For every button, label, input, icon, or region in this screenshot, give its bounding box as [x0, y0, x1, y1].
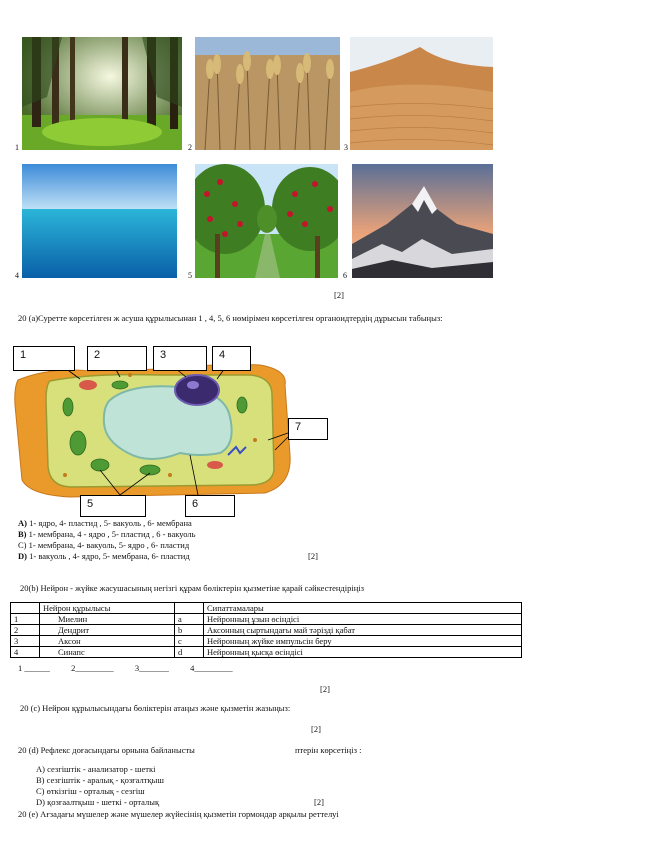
- photo-number: 6: [343, 271, 347, 280]
- question-20b: 20(b) Нейрон - жүйке жасушасының негізгі құрам бөліктерін қызметіне қарай сәйкестендіріңіз: [20, 583, 365, 593]
- photo-desert: [350, 37, 493, 150]
- photo-forest: [22, 37, 182, 150]
- table-row: [11, 636, 522, 647]
- option-text: 1- мембрана, 4- вакуоль, 5- ядро , 6- пластид: [26, 540, 190, 550]
- table-cell: Нейронның қысқа өсіндісі: [204, 647, 522, 658]
- table-cell: 1: [11, 614, 40, 625]
- cell-label-6: 6: [185, 495, 235, 517]
- mountain-image: [352, 164, 493, 278]
- table-cell: 4: [11, 647, 40, 658]
- option-letter: B): [18, 529, 27, 539]
- table-header-desc: Сипаттамалары: [204, 603, 522, 614]
- table-header-row: [11, 603, 522, 614]
- answer-blanks[interactable]: 1 ______ 2_________ 3_______ 4_________: [18, 663, 233, 673]
- table-cell: Миелин: [40, 614, 175, 625]
- option-d[interactable]: [18, 551, 190, 561]
- forest-image: [22, 37, 182, 150]
- photo-number: 2: [188, 143, 192, 152]
- photo-wheat: [195, 37, 340, 150]
- photo-number: 4: [15, 271, 19, 280]
- option-a[interactable]: [18, 518, 192, 528]
- option-b[interactable]: B) сезгіштік - аралық - қозғалтқыш: [36, 775, 164, 785]
- photo-number: 1: [15, 143, 19, 152]
- mark-score: [2]: [311, 724, 321, 734]
- mark-score: [2]: [320, 684, 330, 694]
- option-c[interactable]: [18, 540, 189, 550]
- wheat-image: [195, 37, 340, 150]
- table-cell: b: [175, 625, 204, 636]
- option-text: 1- мембрана, 4 - ядро , 5- пластид , 6 - вакуоль: [26, 529, 196, 539]
- option-text: 1- вакуоль , 4- ядро, 5- мембрана, 6- пластид: [26, 551, 190, 561]
- mark-score: [2]: [334, 290, 344, 300]
- mark-score: [2]: [314, 797, 324, 807]
- question-20c: 20 (с) Нейрон құрылысындағы бөліктерін атаңыз және қызметін жазыңыз:: [20, 703, 291, 713]
- question-20d-part1: 20 (d) Рефлекс доғасындағы орнына байланысты: [18, 745, 195, 755]
- option-c[interactable]: C) өткізгіш - орталық - сезгіш: [36, 786, 145, 796]
- option-b[interactable]: [18, 529, 196, 539]
- table-header-part: Нейрон құрылысы: [40, 603, 175, 614]
- cell-label-4: 4: [212, 346, 251, 371]
- neuron-table: [10, 602, 522, 658]
- question-20e: 20 (е) Ағзадағы мүшелер және мүшелер жүйесінің қызметін гормондар арқылы реттелуі: [18, 809, 339, 819]
- table-cell: c: [175, 636, 204, 647]
- option-letter: A): [18, 518, 27, 528]
- question-20a: 20 (а)Суретте көрсетілген ж асуша құрылысынан 1 , 4, 5, 6 нөмірімен көрсетілген органоидтердің дұрысын табыңыз:: [18, 313, 443, 323]
- cell-label-3: 3: [153, 346, 207, 371]
- table-row: [11, 614, 522, 625]
- cell-label-2: 2: [87, 346, 147, 371]
- photo-number: 5: [188, 271, 192, 280]
- option-text: 1- ядро, 4- пластид , 5- вакуоль , 6- мембрана: [26, 518, 192, 528]
- option-letter: D): [18, 551, 27, 561]
- photo-sea: [22, 164, 177, 278]
- table-cell: Синапс: [40, 647, 175, 658]
- table-row: [11, 647, 522, 658]
- mark-score: [2]: [308, 551, 318, 561]
- table-cell: [175, 603, 204, 614]
- question-20d-part2: птерін көрсетіңіз :: [295, 745, 362, 755]
- table-cell: 2: [11, 625, 40, 636]
- photo-number: 3: [344, 143, 348, 152]
- table-cell: Аксонның сыртындағы май тәрізді қабат: [204, 625, 522, 636]
- desert-image: [350, 37, 493, 150]
- table-row: [11, 625, 522, 636]
- table-cell: Нейронның жүйке импульсін беру: [204, 636, 522, 647]
- orchard-image: [195, 164, 338, 278]
- cell-label-5: 5: [80, 495, 146, 517]
- table-cell: Дендрит: [40, 625, 175, 636]
- photo-mountain: [352, 164, 493, 278]
- table-cell: 3: [11, 636, 40, 647]
- cell-label-1: 1: [13, 346, 75, 371]
- sea-image: [22, 164, 177, 278]
- table-cell: Аксон: [40, 636, 175, 647]
- photo-orchard: [195, 164, 338, 278]
- table-cell: a: [175, 614, 204, 625]
- option-d[interactable]: D) қозғаалтқыш - шеткі - орталық: [36, 797, 160, 807]
- cell-label-7: 7: [288, 418, 328, 440]
- option-a[interactable]: A) сезгіштік - анализатор - шеткі: [36, 764, 156, 774]
- table-cell: d: [175, 647, 204, 658]
- option-letter: C): [18, 540, 27, 550]
- table-cell: Нейронның ұзын өсіндісі: [204, 614, 522, 625]
- table-cell: [11, 603, 40, 614]
